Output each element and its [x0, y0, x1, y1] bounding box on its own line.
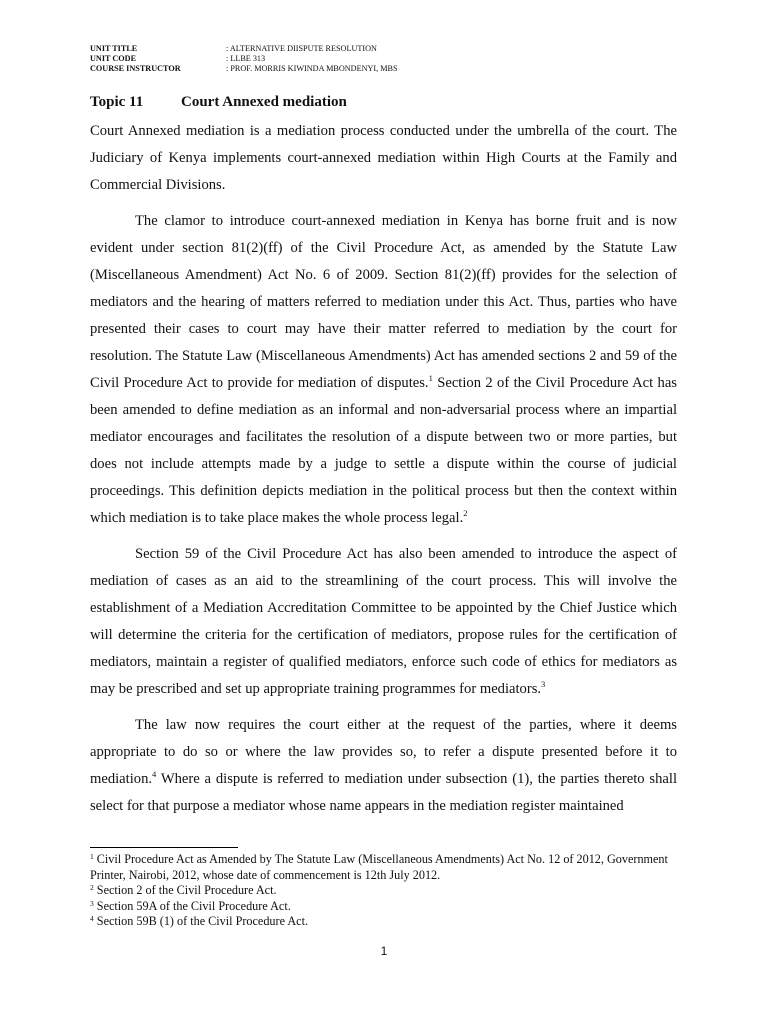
course-instructor-value: : PROF. MORRIS KIWINDA MBONDENYI, MBS: [226, 64, 398, 73]
page-title: [90, 93, 347, 111]
paragraph-4-text-a: The law now requires the court either at the request of the parties, where it deems appropriate to do so or where the law provides so, to refer a dispute presented before it to mediation.: [90, 717, 677, 787]
paragraph-3-text: Section 59 of the Civil Procedure Act has also been amended to introduce the aspect of mediation of cases as an aid to the streamlining of the court process. This will involve the establishment of a Mediation Accreditation Committee to be appointed by the Chief Justice which will determine the criteria for the certification of mediators, propose rules for the certification of mediators, maintain a register of qualified mediators, enforce such code of ethics for mediators as may be prescribed and set up appropriate training programmes for mediators.: [90, 546, 677, 697]
footnote-4-number: 4: [90, 914, 94, 923]
header-row-unit-code: [90, 54, 690, 64]
paragraph-4-text-b: Where a dispute is referred to mediation under subsection (1), the parties thereto shall select for that purpose a mediator whose name appears in the mediation register maintained: [90, 771, 677, 814]
footnote-ref-4: 4: [152, 769, 157, 779]
footnote-3-number: 3: [90, 898, 94, 908]
course-instructor-label: COURSE INSTRUCTOR: [90, 64, 181, 73]
footnotes: [90, 852, 677, 930]
footnote-separator: [90, 847, 238, 848]
footnote-1-text: Civil Procedure Act as Amended by The Statute Law (Miscellaneous Amendments) Act No. 12 of 2012, Government Printer, Nairobi, 2012, whose date of commencement is 12th July 2012.: [90, 852, 668, 882]
paragraph-2-text-a: The clamor to introduce court-annexed mediation in Kenya has borne fruit and is now evident under section 81(2)(ff) of the Civil Procedure Act, as amended by the Statute Law (Miscellaneous Amendment) Act No. 6 of 2009. Section 81(2)(ff) provides for the selection of mediators and the hearing of matters referred to mediation under this Act. Thus, parties who have presented their cases to court may have their matter referred to mediation by the court for resolution. The Statute Law (Miscellaneous Amendments) Act has amended sections 2 and 59 of the Civil Procedure Act to provide for mediation of disputes.: [90, 213, 677, 391]
paragraph-4: [90, 712, 677, 820]
footnote-ref-3: 3: [541, 679, 546, 689]
topic-number: Topic 11: [90, 94, 144, 110]
paragraph-2: [90, 208, 677, 532]
header-row-course-instructor: [90, 64, 690, 74]
footnote-3: [90, 899, 677, 915]
paragraph-1: Court Annexed mediation is a mediation process conducted under the umbrella of the court. The Judiciary of Kenya implements court-annexed mediation within High Courts at the Family and Commercial Divisions.: [90, 123, 677, 193]
page-number: 1: [380, 944, 388, 958]
header-row-unit-title: [90, 44, 690, 54]
footnote-1: [90, 852, 677, 883]
footnote-2-number: 2: [90, 883, 94, 892]
unit-title-label: UNIT TITLE: [90, 44, 138, 53]
body-text: [90, 118, 677, 820]
footnote-4-text: Section 59B (1) of the Civil Procedure Act.: [93, 914, 309, 928]
paragraph-2-text-b: Section 2 of the Civil Procedure Act has been amended to define mediation as an informal and non-adversarial process where an impartial mediator encourages and facilitates the resolution of a dispute between two or more parties, but does not include attempts made by a judge to settle a dispute within the course of judicial proceedings. This definition depicts mediation in the political process but then the context within which mediation is to take place makes the whole process legal.: [90, 375, 677, 526]
footnote-2-text: Section 2 of the Civil Procedure Act.: [93, 883, 277, 897]
footnote-4: [90, 914, 677, 930]
unit-code-label: UNIT CODE: [90, 54, 137, 63]
footnote-ref-1: 1: [428, 373, 433, 383]
unit-title-value: : ALTERNATIVE DIISPUTE RESOLUTION: [226, 44, 377, 53]
footnote-2: [90, 883, 677, 899]
footnote-3-text: Section 59A of the Civil Procedure Act.: [93, 898, 291, 913]
footnote-1-number: 1: [90, 852, 94, 861]
course-header: [90, 44, 690, 74]
unit-code-value: : LLBE 313: [226, 54, 266, 63]
topic-heading: Court Annexed mediation: [181, 94, 347, 110]
footnote-ref-2: 2: [463, 508, 468, 518]
paragraph-3: [90, 541, 677, 703]
